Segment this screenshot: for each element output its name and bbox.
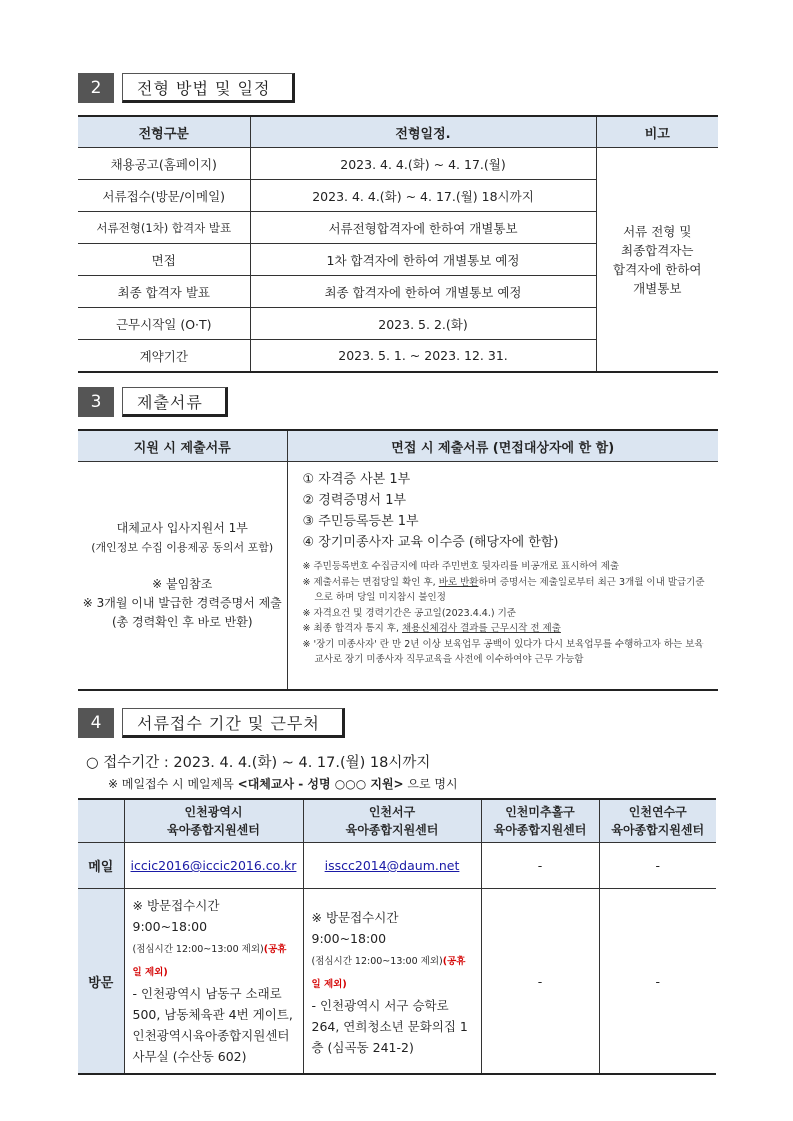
visit-cell-incheon [124,889,303,1075]
center-header-line: 인천서구 [368,805,416,819]
apply-doc-line: 대체교사 입사지원서 1부 [116,521,248,535]
visit-address: - 인천광역시 서구 승학로 264, 연희청소년 문화의집 1층 (심곡동 241-2) [311,998,468,1055]
schedule-note-line: 개별통보 [633,280,682,296]
remark-item: ※ 자격요건 및 경력기간은 공고일(2023.4.4.) 기준 [302,607,516,619]
mail-note-pre: ※ 메일접수 시 메일제목 [108,777,238,791]
remark-item: ※ '장기 미종사자' 란 만 2년 이상 보육업무 공백이 있다가 다시 보육업무를 수행하고자 하는 보육교사로 장기 미종사자 직무교육을 사전에 이수하여야 근무 가능함 [302,638,704,665]
visit-time: ※ 방문접수시간 9:00~18:00 [132,898,220,934]
schedule-header-note: 비고 [596,116,718,148]
schedule-date: 최종 합격자에 한하여 개별통보 예정 [250,276,596,308]
section-2-number: 2 [78,73,114,103]
centers-table [78,798,716,1075]
center-header-yeonsu [599,799,716,843]
schedule-header-type: 전형구분 [78,116,250,148]
schedule-date: 2023. 5. 2.(화) [250,308,596,340]
remark-item [303,621,712,637]
mail-note-post: 으로 명시 [403,777,458,791]
list-item: ④ 장기미종사자 교육 이수증 (해당자에 한함) [302,535,559,550]
center-header-line: 육아종합지원센터 [167,823,260,837]
schedule-header-date: 전형일정. [250,116,596,148]
visit-cell-michuhol: - [481,889,599,1075]
remark-text: ※ 최종 합격자 통지 후, [302,623,402,634]
apply-doc-line: ※ 붙임참조 [152,577,213,591]
visit-address: - 인천광역시 남동구 소래로 500, 남동체육관 4번 게이트, 인천광역시육아종합지원센터 사무실 (수산동 602) [132,986,293,1064]
center-header-seogu [303,799,481,843]
lunch-note: (점심시간 12:00~13:00 제외) [132,944,264,955]
documents-header-apply: 지원 시 제출서류 [78,430,287,462]
section-2-header [78,73,295,103]
schedule-note-line: 최종합격자는 [621,242,694,258]
interview-documents-cell [287,462,718,691]
remark-text: ※ 제출서류는 면접당일 확인 후, [302,576,439,588]
visit-hours-note [133,937,295,983]
section-4-title: 서류접수 기간 및 근무처 [122,708,345,738]
center-header-incheon [124,799,303,843]
lunch-note: (점심시간 12:00~13:00 제외) [311,956,443,967]
center-header-line: 인천미추홀구 [505,805,575,819]
schedule-type: 채용공고(홈페이지) [78,148,250,180]
holiday-note: (공휴일 제외) [132,944,287,978]
schedule-type: 면접 [78,244,250,276]
schedule-type: 계약기간 [78,340,250,373]
schedule-date: 1차 합격자에 한하여 개별통보 예정 [250,244,596,276]
schedule-note-line: 합격자에 한하여 [613,261,702,277]
schedule-date: 서류전형합격자에 한하여 개별통보 [250,212,596,244]
schedule-type: 서류전형(1차) 합격자 발표 [78,212,250,244]
list-item: ① 자격증 사본 1부 [302,472,411,487]
list-item: ② 경력증명서 1부 [302,493,407,508]
apply-doc-line: ※ 3개월 이내 발급한 경력증명서 제출 [82,596,282,610]
schedule-type: 서류접수(방문/이메일) [78,180,250,212]
schedule-type: 근무시작일 (O·T) [78,308,250,340]
apply-documents-cell [78,462,287,691]
documents-header-interview: 면접 시 제출서류 (면접대상자에 한 함) [287,430,718,462]
schedule-date: 2023. 4. 4.(화) ~ 4. 17.(월) 18시까지 [250,180,596,212]
mail-subject-note [108,775,458,792]
section-3-title: 제출서류 [122,387,228,417]
center-header-line: 육아종합지원센터 [493,823,587,837]
visit-time: ※ 방문접수시간 9:00~18:00 [311,910,399,946]
center-header-line: 육아종합지원센터 [611,823,705,837]
application-period: ○ 접수기간 : 2023. 4. 4.(화) ~ 4. 17.(월) 18시까지 [86,755,431,771]
visit-cell-seogu [303,889,481,1075]
visit-hours-note [312,949,473,995]
center-header-michuhol [481,799,599,843]
section-4-header [78,708,345,738]
schedule-table [78,115,718,373]
mail-row-label: 메일 [78,843,124,889]
remark-item: ※ 주민등록번호 수집금지에 따라 주민번호 뒷자리를 비공개로 표시하여 제출 [302,561,620,572]
holiday-note: (공휴일 제외) [311,956,466,990]
schedule-date: 2023. 4. 4.(화) ~ 4. 17.(월) [250,148,596,180]
section-2-title: 전형 방법 및 일정 [122,73,295,103]
remarks-list [289,559,718,668]
centers-header-corner [78,799,124,843]
mail-cell: - [599,843,716,889]
email-link-seogu[interactable]: isscc2014@daum.net [324,858,460,873]
apply-doc-line: (총 경력확인 후 바로 반환) [111,615,253,629]
remark-underline: 채용신체검사 결과를 근무시작 전 제출 [402,623,561,634]
section-3-number: 3 [78,387,114,417]
section-3-header [78,387,228,417]
mail-cell: - [481,843,599,889]
mail-cell [303,843,481,889]
visit-row-label: 방문 [78,889,124,1075]
mail-note-bold: <대체교사 - 성명 ○○○ 지원> [237,777,404,791]
list-item: ③ 주민등록등본 1부 [302,514,419,529]
schedule-date: 2023. 5. 1. ~ 2023. 12. 31. [250,340,596,373]
remark-item [303,575,712,606]
center-header-line: 인천연수구 [628,805,687,819]
interview-doc-list [289,469,718,553]
visit-cell-yeonsu: - [599,889,716,1075]
section-4-number: 4 [78,708,114,738]
center-header-line: 인천광역시 [184,805,243,819]
remark-text: 하며 증명서는 제출일로부터 최근 3개월 이내 발급기준으로 하며 당일 미지참시 불인정 [314,576,705,603]
schedule-note-line: 서류 전형 및 [623,223,692,239]
apply-doc-line: (개인정보 수집 이용제공 동의서 포함) [91,541,274,554]
center-header-line: 육아종합지원센터 [345,823,439,837]
schedule-type: 최종 합격자 발표 [78,276,250,308]
documents-table [78,429,718,691]
email-link-incheon[interactable]: iccic2016@iccic2016.co.kr [130,858,297,873]
mail-cell [124,843,303,889]
schedule-note [596,148,718,373]
remark-underline: 바로 반환 [438,576,479,588]
